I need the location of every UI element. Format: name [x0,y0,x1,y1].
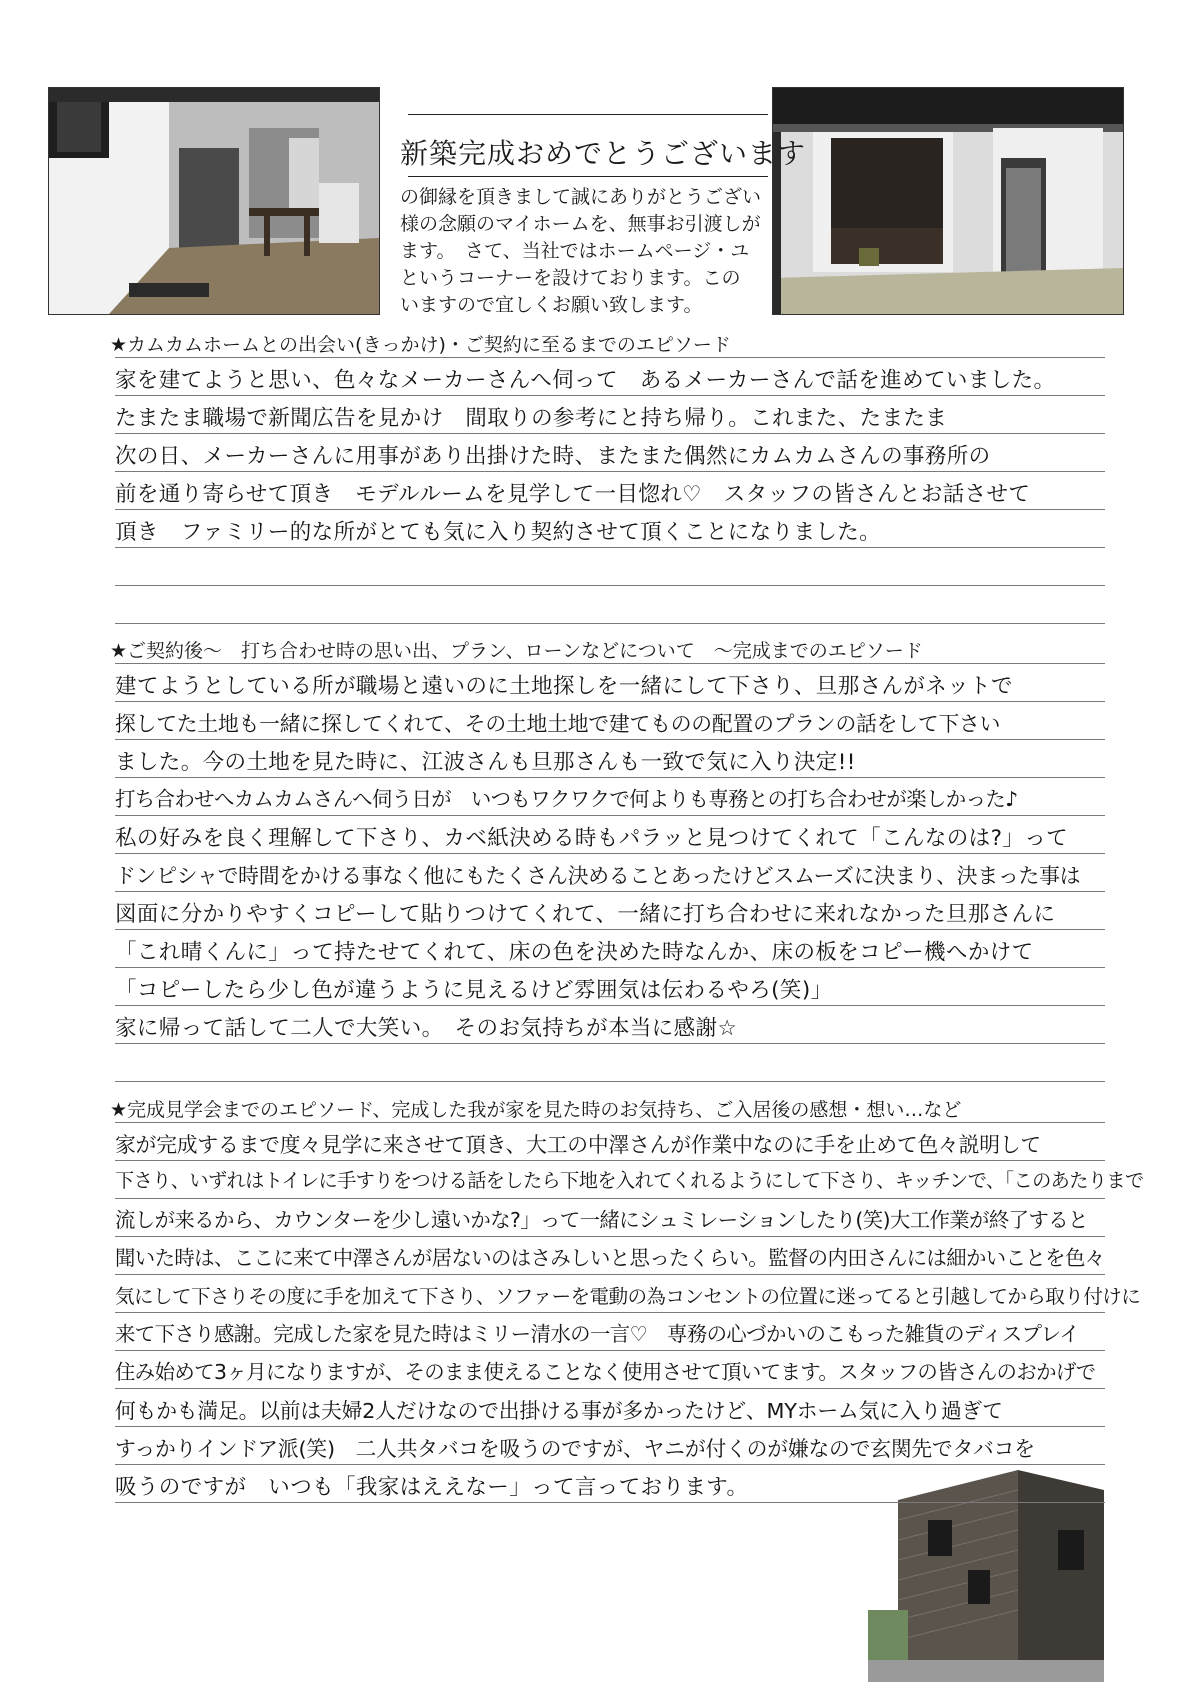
ruled-line [115,929,1105,930]
handwritten-line: たまたま職場で新聞広告を見かけ 間取りの参考にと持ち帰り。これまた、たまたま [115,406,948,431]
ruled-line [115,547,1105,548]
section-header-completion: ★完成見学会までのエピソード、完成した我が家を見た時のお気持ち、ご入居後の感想・想い…など [110,1099,962,1121]
ruled-line [115,585,1105,586]
ruled-line [115,509,1105,510]
handwritten-line: すっかりインドア派(笑) 二人共タバコを吸うのですが、ヤニが付くのが嫌なので玄関先でタバコを [115,1437,1035,1461]
handwritten-line: 探してた土地も一緒に探してくれて、その土地土地で建てものの配置のプランの話をして下さい [115,712,1001,736]
handwritten-line: 建てようとしている所が職場と遠いのに土地探しを一緒にして下さり、旦那さんがネットで [115,674,1013,699]
ruled-line [115,433,1105,434]
ruled-line [115,663,1105,664]
section-header-meeting: ★カムカムホームとの出会い(きっかけ)・ご契約に至るまでのエピソード [110,334,731,356]
ruled-line [115,967,1105,968]
ruled-line [115,701,1105,702]
japanese-room-photo [772,87,1124,315]
handwritten-line: ドンピシャで時間をかける事なく他にもたくさん決めることあったけどスムーズに決まり、決まった事は [115,864,1081,888]
ruled-line [115,1388,1105,1389]
handwritten-line: 「コピーしたら少し色が違うように見えるけど雰囲気は伝わるやろ(笑)」 [115,978,833,1003]
ruled-line [115,1426,1105,1427]
handwritten-line: 来て下さり感謝。完成した家を見た時はミリー清水の一言♡ 専務の心づかいのこもった雑貨のディスプレイ [115,1322,1080,1346]
ruled-line [115,1198,1105,1199]
ruled-line [115,853,1105,854]
handwritten-line: 家に帰って話して二人で大笑い。 そのお気持ちが本当に感謝☆ [115,1016,738,1041]
ruled-line [115,1005,1105,1006]
section-header-after-contract: ★ご契約後～ 打ち合わせ時の思い出、プラン、ローンなどについて ～完成までのエピソード [110,640,923,662]
ruled-line [115,623,1105,624]
banner-intro-line: 様の念願のマイホームを、無事お引渡しが [400,213,761,235]
handwritten-line: 家を建てようと思い、色々なメーカーさんへ伺って あるメーカーさんで話を進めていました。 [115,368,1056,393]
handwritten-line: 流しが来るから、カウンターを少し遠いかな?」って一緒にシュミレーションしたり(笑)大工作業が終了すると [115,1208,1088,1232]
ruled-line [115,1236,1105,1237]
handwritten-line: 住み始めて3ヶ月になりますが、そのまま使えることなく使用させて頂いてます。スタッフの皆さんのおかげで [115,1360,1096,1384]
ruled-line [115,1081,1105,1082]
handwritten-line: 前を通り寄らせて頂き モデルルームを見学して一目惚れ♡ スタッフの皆さんとお話させて [115,482,1031,507]
banner-intro-line: の御縁を頂きまして誠にありがとうござい [400,186,762,208]
ruled-line [115,1122,1105,1123]
handwritten-line: 次の日、メーカーさんに用事があり出掛けた時、またまた偶然にカムカムさんの事務所の [115,444,991,469]
banner-title: 新築完成おめでとうございます [400,137,807,170]
handwritten-line: ました。今の土地を見た時に、江波さんも旦那さんも一致で気に入り決定!! [115,750,856,775]
ruled-line [115,1464,1105,1465]
ruled-line [115,891,1105,892]
handwritten-line: 「これ晴くんに」って持たせてくれて、床の色を決めた時なんか、床の板をコピー機へかけて [115,940,1034,965]
handwritten-line: 下さり、いずれはトイレに手すりをつける話をしたら下地を入れてくれるようにして下さり、キッチンで、「このあたりまで [115,1169,1144,1192]
living-room-illustration [49,88,379,314]
greeting-banner [400,112,807,328]
ruled-line [115,1350,1105,1351]
banner-intro-line: ます。 さて、当社ではホームページ・ユ [400,240,750,262]
banner-intro-line: いますので宜しくお願い致します。 [400,294,703,316]
ruled-line [115,1502,1105,1503]
japanese-room-illustration [773,88,1123,314]
banner-top-rule [408,114,768,115]
ruled-line [115,1274,1105,1275]
ruled-line [115,777,1105,778]
handwritten-line: 気にして下さりその度に手を加えて下さり、ソファーを電動の為コンセントの位置に迷ってると引越してから取り付けに [115,1285,1141,1308]
handwritten-line: 私の好みを良く理解して下さり、カベ紙決める時もパラッと見つけてくれて「こんなのは?」って [115,826,1069,851]
ruled-line [115,739,1105,740]
ruled-line [115,1312,1105,1313]
ruled-line [115,395,1105,396]
handwritten-line: 何もかも満足。以前は夫婦2人だけなので出掛ける事が多かったけど、MYホーム気に入り過ぎて [115,1399,1003,1423]
banner-intro-line: というコーナーを設けております。この [400,267,741,289]
ruled-line [115,1043,1105,1044]
handwritten-line: 家が完成するまで度々見学に来させて頂き、大工の中澤さんが作業中なのに手を止めて色々説明して [115,1133,1042,1157]
banner-title-rule [408,176,768,177]
ruled-line [115,1160,1105,1161]
ruled-line [115,815,1105,816]
handwritten-line: 頂き ファミリー的な所がとても気に入り契約させて頂くことになりました。 [115,520,882,545]
handwritten-line: 吸うのですが いつも「我家はええなー」って言っております。 [115,1475,749,1500]
handwritten-line: 聞いた時は、ここに来て中澤さんが居ないのはさみしいと思ったくらい。監督の内田さんには細かいことを色々 [115,1246,1105,1270]
ruled-line [115,471,1105,472]
handwritten-line: 図面に分かりやすくコピーして貼りつけてくれて、一緒に打ち合わせに来れなかった旦那さんに [115,902,1056,927]
living-room-photo [48,87,380,315]
handwritten-line: 打ち合わせへカムカムさんへ伺う日が いつもワクワクで何よりも専務との打ち合わせが楽しかった♪ [115,787,1018,811]
ruled-line [115,357,1105,358]
